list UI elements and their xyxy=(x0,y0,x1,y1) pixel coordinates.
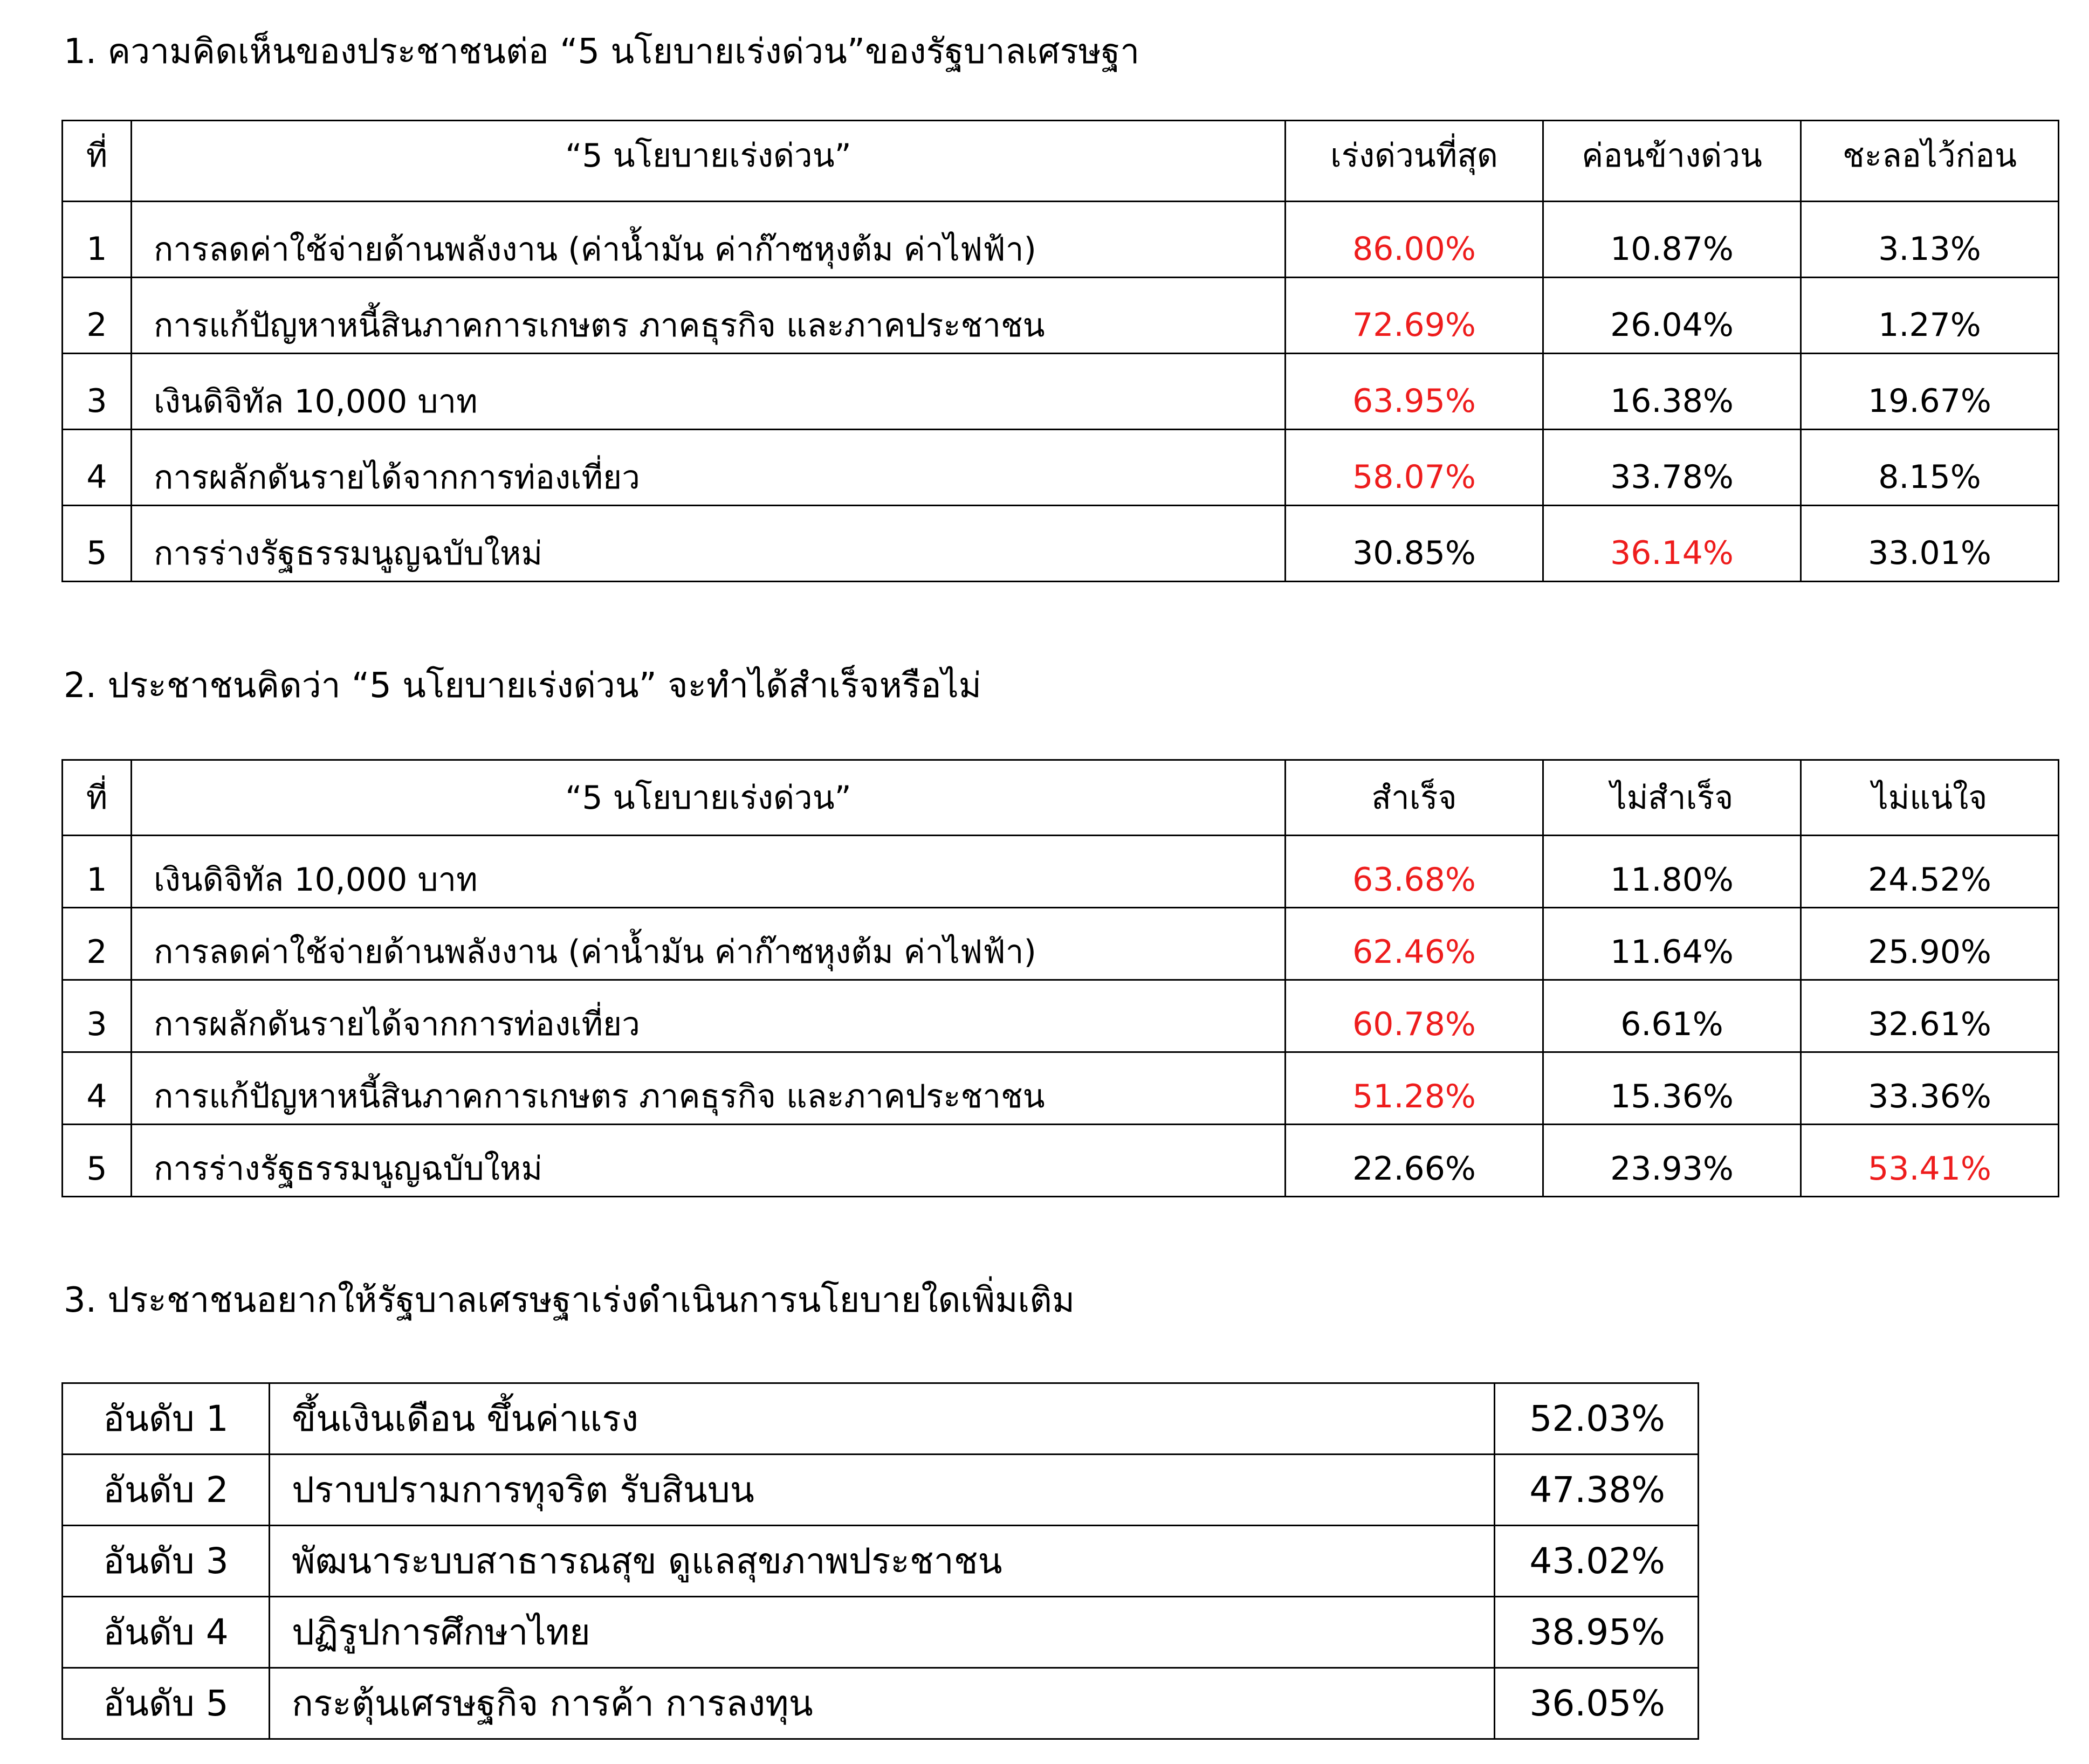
section2-title: 2. ประชาชนคิดว่า “5 นโยบายเร่งด่วน” จะทำได้สำเร็จหรือไม่ xyxy=(64,666,981,706)
row-rank: อันดับ 2 xyxy=(63,1455,270,1526)
success-opinion-table xyxy=(61,759,2059,1197)
table-row xyxy=(63,278,2059,354)
table-row xyxy=(63,1526,1699,1597)
row-value: 16.38% xyxy=(1543,354,1801,430)
table-header-row xyxy=(63,121,2059,202)
header-not-success: ไม่สำเร็จ xyxy=(1543,760,1801,836)
header-success: สำเร็จ xyxy=(1286,760,1543,836)
row-policy: การร่างรัฐธรรมนูญฉบับใหม่ xyxy=(132,1125,1286,1197)
row-policy: การลดค่าใช้จ่ายด้านพลังงาน (ค่าน้ำมัน ค่าก๊าซหุงต้ม ค่าไฟฟ้า) xyxy=(132,202,1286,278)
row-policy: ขึ้นเงินเดือน ขึ้นค่าแรง xyxy=(270,1383,1495,1455)
row-policy: การแก้ปัญหาหนี้สินภาคการเกษตร ภาคธุรกิจ และภาคประชาชน xyxy=(132,1052,1286,1125)
row-no: 3 xyxy=(63,354,132,430)
row-value: 1.27% xyxy=(1801,278,2059,354)
table-row xyxy=(63,1052,2059,1125)
header-fairly-urgent: ค่อนข้างด่วน xyxy=(1543,121,1801,202)
row-no: 2 xyxy=(63,908,132,980)
row-value: 11.80% xyxy=(1543,836,1801,908)
row-value: 52.03% xyxy=(1495,1383,1699,1455)
table-row xyxy=(63,980,2059,1052)
row-no: 1 xyxy=(63,202,132,278)
table-row xyxy=(63,1668,1699,1739)
row-rank: อันดับ 4 xyxy=(63,1597,270,1668)
table-row xyxy=(63,506,2059,582)
row-no: 5 xyxy=(63,506,132,582)
row-value: 72.69% xyxy=(1286,278,1543,354)
row-value: 33.78% xyxy=(1543,430,1801,506)
row-value: 32.61% xyxy=(1801,980,2059,1052)
row-value: 19.67% xyxy=(1801,354,2059,430)
row-value: 22.66% xyxy=(1286,1125,1543,1197)
row-value: 53.41% xyxy=(1801,1125,2059,1197)
row-value: 8.15% xyxy=(1801,430,2059,506)
section1-title: 1. ความคิดเห็นของประชาชนต่อ “5 นโยบายเร่งด่วน”ของรัฐบาลเศรษฐา xyxy=(64,32,1140,72)
row-value: 36.05% xyxy=(1495,1668,1699,1739)
row-policy: การผลักดันรายได้จากการท่องเที่ยว xyxy=(132,980,1286,1052)
row-value: 26.04% xyxy=(1543,278,1801,354)
table-row xyxy=(63,354,2059,430)
urgency-opinion-table xyxy=(61,120,2059,582)
header-policy: “5 นโยบายเร่งด่วน” xyxy=(132,760,1286,836)
row-policy: ปฏิรูปการศึกษาไทย xyxy=(270,1597,1495,1668)
table-row xyxy=(63,1383,1699,1455)
header-policy: “5 นโยบายเร่งด่วน” xyxy=(132,121,1286,202)
row-no: 4 xyxy=(63,1052,132,1125)
row-policy: การร่างรัฐธรรมนูญฉบับใหม่ xyxy=(132,506,1286,582)
row-value: 63.68% xyxy=(1286,836,1543,908)
row-value: 63.95% xyxy=(1286,354,1543,430)
row-no: 5 xyxy=(63,1125,132,1197)
row-value: 33.36% xyxy=(1801,1052,2059,1125)
row-value: 15.36% xyxy=(1543,1052,1801,1125)
row-value: 36.14% xyxy=(1543,506,1801,582)
table-row xyxy=(63,202,2059,278)
row-value: 86.00% xyxy=(1286,202,1543,278)
row-rank: อันดับ 5 xyxy=(63,1668,270,1739)
table-header-row xyxy=(63,760,2059,836)
row-value: 51.28% xyxy=(1286,1052,1543,1125)
row-no: 4 xyxy=(63,430,132,506)
table-row xyxy=(63,836,2059,908)
row-value: 6.61% xyxy=(1543,980,1801,1052)
row-value: 11.64% xyxy=(1543,908,1801,980)
row-value: 60.78% xyxy=(1286,980,1543,1052)
row-value: 3.13% xyxy=(1801,202,2059,278)
row-policy: ปราบปรามการทุจริต รับสินบน xyxy=(270,1455,1495,1526)
table-row xyxy=(63,1455,1699,1526)
table-row xyxy=(63,1125,2059,1197)
additional-policy-ranking-table xyxy=(61,1382,1699,1740)
row-value: 47.38% xyxy=(1495,1455,1699,1526)
row-policy: การแก้ปัญหาหนี้สินภาคการเกษตร ภาคธุรกิจ และภาคประชาชน xyxy=(132,278,1286,354)
row-value: 10.87% xyxy=(1543,202,1801,278)
row-value: 58.07% xyxy=(1286,430,1543,506)
row-policy: พัฒนาระบบสาธารณสุข ดูแลสุขภาพประชาชน xyxy=(270,1526,1495,1597)
row-value: 24.52% xyxy=(1801,836,2059,908)
row-value: 43.02% xyxy=(1495,1526,1699,1597)
row-policy: การผลักดันรายได้จากการท่องเที่ยว xyxy=(132,430,1286,506)
header-postpone: ชะลอไว้ก่อน xyxy=(1801,121,2059,202)
header-no: ที่ xyxy=(63,760,132,836)
row-policy: เงินดิจิทัล 10,000 บาท xyxy=(132,354,1286,430)
row-policy: เงินดิจิทัล 10,000 บาท xyxy=(132,836,1286,908)
row-no: 2 xyxy=(63,278,132,354)
row-policy: การลดค่าใช้จ่ายด้านพลังงาน (ค่าน้ำมัน ค่าก๊าซหุงต้ม ค่าไฟฟ้า) xyxy=(132,908,1286,980)
row-value: 30.85% xyxy=(1286,506,1543,582)
row-value: 62.46% xyxy=(1286,908,1543,980)
header-not-sure: ไม่แน่ใจ xyxy=(1801,760,2059,836)
row-value: 25.90% xyxy=(1801,908,2059,980)
header-no: ที่ xyxy=(63,121,132,202)
row-policy: กระตุ้นเศรษฐกิจ การค้า การลงทุน xyxy=(270,1668,1495,1739)
table-row xyxy=(63,908,2059,980)
row-rank: อันดับ 1 xyxy=(63,1383,270,1455)
header-most-urgent: เร่งด่วนที่สุด xyxy=(1286,121,1543,202)
section3-title: 3. ประชาชนอยากให้รัฐบาลเศรษฐาเร่งดำเนินการนโยบายใดเพิ่มเติม xyxy=(64,1280,1075,1320)
table-row xyxy=(63,430,2059,506)
row-rank: อันดับ 3 xyxy=(63,1526,270,1597)
row-no: 3 xyxy=(63,980,132,1052)
row-value: 33.01% xyxy=(1801,506,2059,582)
row-value: 23.93% xyxy=(1543,1125,1801,1197)
row-value: 38.95% xyxy=(1495,1597,1699,1668)
table-row xyxy=(63,1597,1699,1668)
row-no: 1 xyxy=(63,836,132,908)
